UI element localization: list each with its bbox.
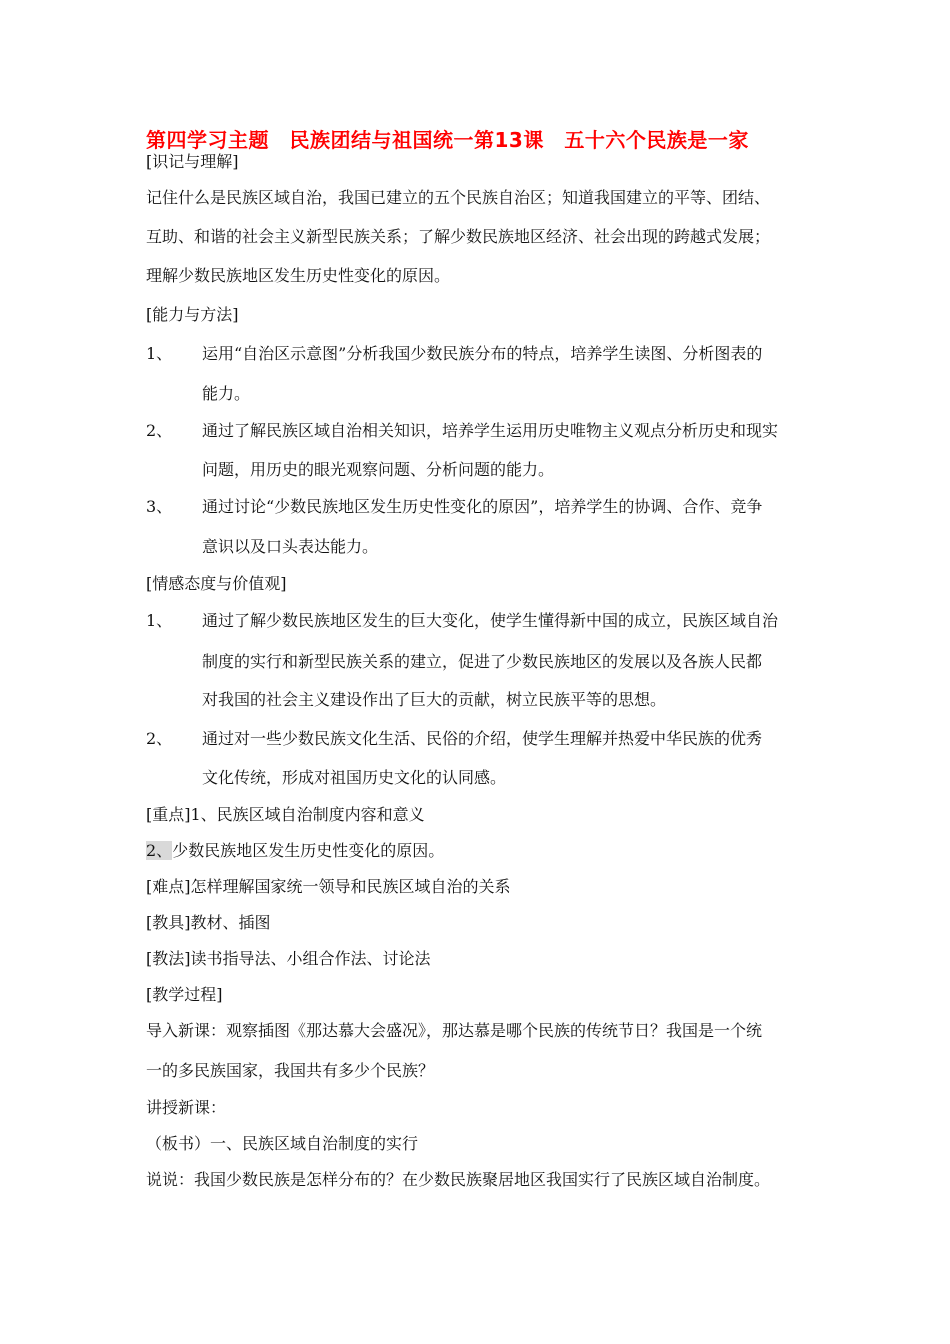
recall-line: 记住什么是民族区域自治，我国已建立的五个民族自治区；知道我国建立的平等、团结、 bbox=[146, 188, 771, 207]
section-header-process: [教学过程] bbox=[146, 985, 223, 1004]
list-number: 2、 bbox=[146, 729, 173, 748]
list-item-text: 运用“自治区示意图”分析我国少数民族分布的特点，培养学生读图、分析图表的 bbox=[202, 344, 763, 363]
list-item-text: 通过讨论“少数民族地区发生历史性变化的原因”，培养学生的协调、合作、竞争 bbox=[202, 497, 763, 516]
list-item-text: 通过了解民族区域自治相关知识，培养学生运用历史唯物主义观点分析历史和现实 bbox=[202, 421, 779, 440]
recall-line: 互助、和谐的社会主义新型民族关系；了解少数民族地区经济、社会出现的跨越式发展； bbox=[146, 227, 771, 246]
list-item-text: 通过对一些少数民族文化生活、民俗的介绍，使学生理解并热爱中华民族的优秀 bbox=[202, 729, 763, 748]
list-number: 1、 bbox=[146, 611, 173, 630]
list-number: 2、 bbox=[146, 421, 173, 440]
key-point: [重点]1、民族区域自治制度内容和意义 bbox=[146, 805, 425, 824]
list-item-text: 文化传统，形成对祖国历史文化的认同感。 bbox=[202, 768, 507, 787]
section-header-recall: [识记与理解] bbox=[146, 152, 239, 171]
list-item-text: 问题，用历史的眼光观察问题、分析问题的能力。 bbox=[202, 460, 555, 479]
methods: [教法]读书指导法、小组合作法、讨论法 bbox=[146, 949, 431, 968]
key-point-2-number: 2、 bbox=[146, 841, 173, 860]
key-point-2 bbox=[146, 841, 444, 861]
board-heading: （板书）一、民族区域自治制度的实行 bbox=[146, 1134, 419, 1153]
intro-line: 一的多民族国家，我国共有多少个民族？ bbox=[146, 1061, 435, 1080]
list-item-text: 能力。 bbox=[202, 384, 251, 403]
list-item-text: 通过了解少数民族地区发生的巨大变化，使学生懂得新中国的成立，民族区域自治 bbox=[202, 611, 779, 630]
document-title: 第四学习主题 民族团结与祖国统一第13课 五十六个民族是一家 bbox=[146, 128, 749, 152]
list-number: 3、 bbox=[146, 497, 173, 516]
lecture-label: 讲授新课： bbox=[146, 1098, 227, 1117]
difficulty: [难点]怎样理解国家统一领导和民族区域自治的关系 bbox=[146, 877, 511, 896]
section-header-ability: [能力与方法] bbox=[146, 305, 239, 324]
tools: [教具]教材、插图 bbox=[146, 913, 271, 932]
list-item-text: 制度的实行和新型民族关系的建立，促进了少数民族地区的发展以及各族人民都 bbox=[202, 652, 763, 671]
list-number: 1、 bbox=[146, 344, 173, 363]
recall-line: 理解少数民族地区发生历史性变化的原因。 bbox=[146, 266, 451, 285]
section-header-emotion: [情感态度与价值观] bbox=[146, 574, 287, 593]
intro-line: 导入新课：观察插图《那达慕大会盛况》，那达慕是哪个民族的传统节日？我国是一个统 bbox=[146, 1021, 763, 1040]
key-point-2-text: 少数民族地区发生历史性变化的原因。 bbox=[172, 841, 445, 860]
say-line: 说说：我国少数民族是怎样分布的？在少数民族聚居地区我国实行了民族区域自治制度。 bbox=[146, 1170, 771, 1189]
list-item-text: 对我国的社会主义建设作出了巨大的贡献，树立民族平等的思想。 bbox=[202, 690, 667, 709]
list-item-text: 意识以及口头表达能力。 bbox=[202, 537, 379, 556]
